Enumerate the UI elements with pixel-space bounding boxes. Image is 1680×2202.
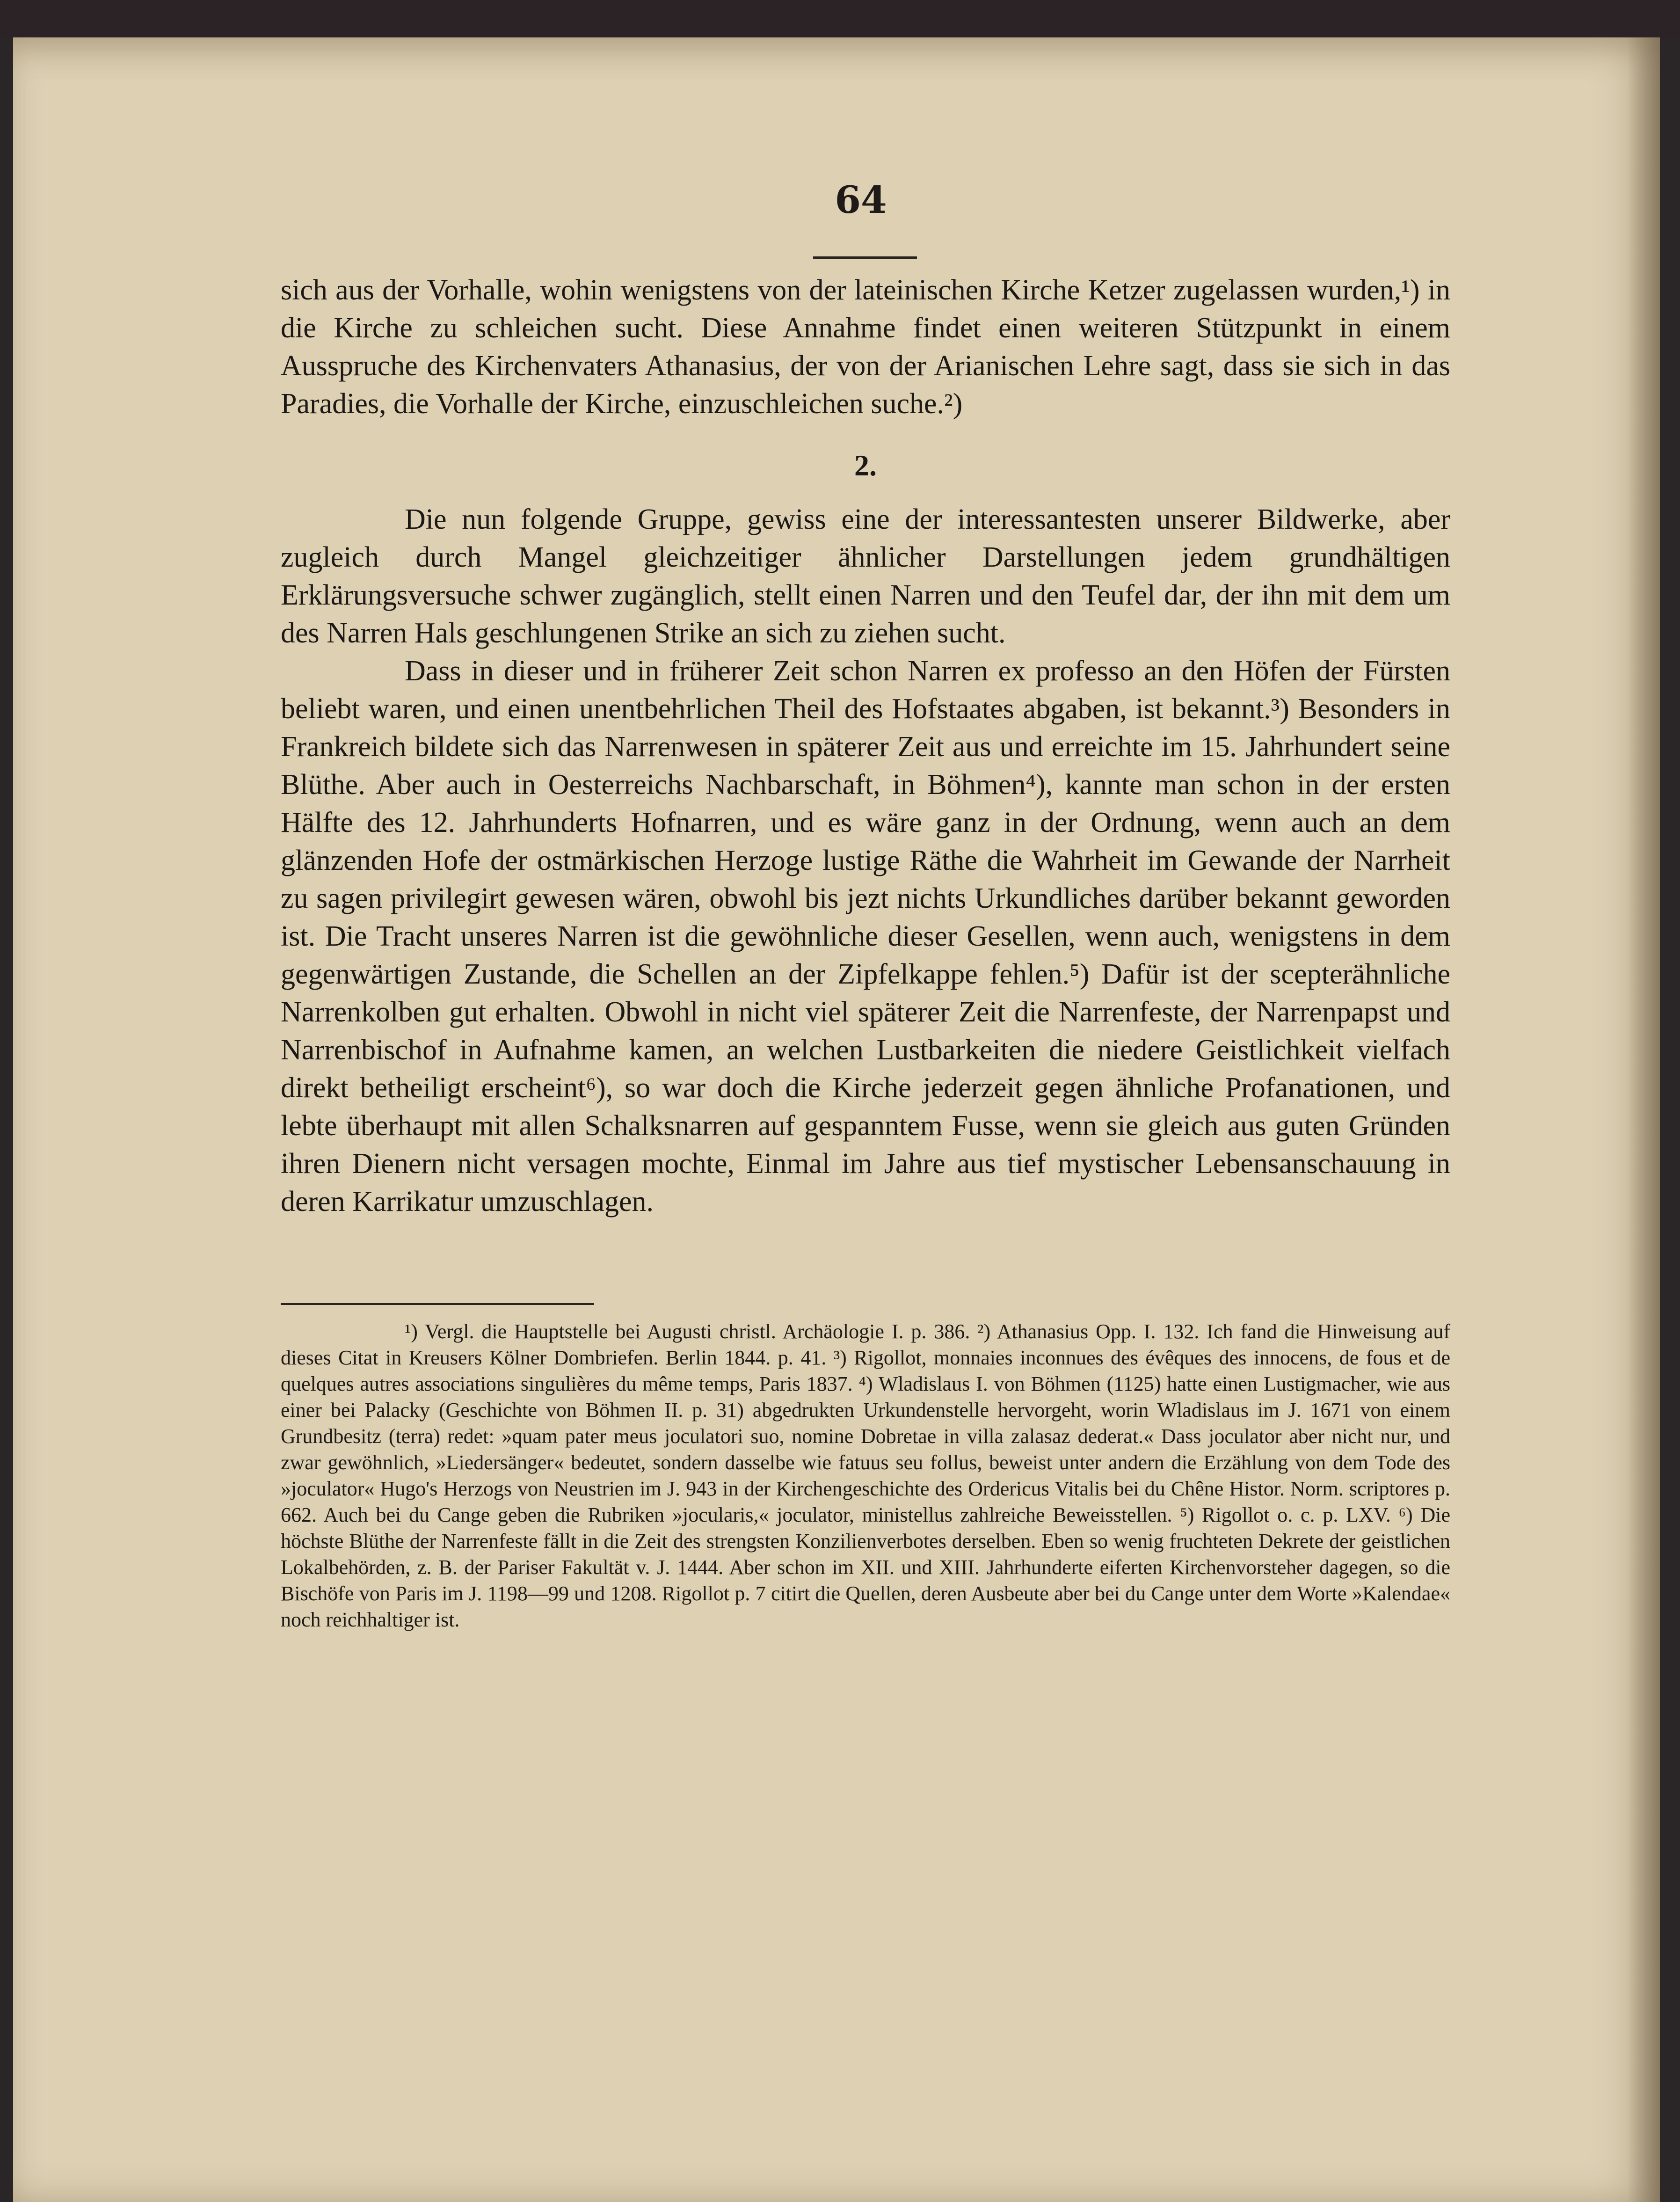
footnote-rule (281, 1303, 594, 1305)
section-heading: 2. (854, 449, 877, 482)
paragraph: Die nun folgende Gruppe, gewiss eine der interessantesten unserer Bildwerke, aber zugleich durch Mangel gleichzeitiger ähnlicher Darstellungen jedem grundhältigen Erklärungsversuche schwer zugänglich, stellt einen Narren und den Teufel dar, der ihn mit dem um des Narren Hals geschlungenen Strike an sich zu ziehen sucht. (281, 503, 1450, 649)
page-number: 64 (835, 178, 887, 222)
page-number-rule (813, 256, 917, 259)
paragraph: Dass in dieser und in früherer Zeit schon Narren ex professo an den Höfen der Fürsten beliebt waren, und einen unentbehrlichen Theil des Hofstaates abgaben, ist bekannt.³) Besonders in Frankreich bildete sich das Narrenwesen in späterer Zeit aus und erreichte im 15. Jahrhundert seine Blüthe. Aber auch in Oesterreichs Nachbarschaft, in Böhmen⁴), kannte man schon in der ersten Hälfte des 12. Jahrhunderts Hofnarren, und es wäre ganz in der Ordnung, wenn auch an dem glänzenden Hofe der ostmärkischen Herzoge lustige Räthe die Wahrheit im Gewande der Narrheit zu sagen privilegirt gewesen wären, obwohl bis jezt nichts Urkundliches darüber bekannt geworden ist. Die Tracht unseres Narren ist die gewöhnliche dieser Gesellen, wenn auch, wenigstens in dem gegenwärtigen Zustande, die Schellen an der Zipfelkappe fehlen.⁵) Dafür ist der scepterähnliche Narrenkolben gut erhalten. Obwohl in nicht viel späterer Zeit die Narrenfeste, der Narrenpapst und Narrenbischof in Aufnahme kamen, an welchen Lustbarkeiten die niedere Geistlichkeit vielfach direkt betheiligt erscheint⁶), so war doch die Kirche jederzeit gegen ähnliche Profanationen, und lebte überhaupt mit allen Schalksnarren auf gespanntem Fusse, wenn sie gleich aus guten Gründen ihren Dienern nicht versagen mochte, Einmal im Jahre aus tief mystischer Lebensanschauung in deren Karrikatur umzuschlagen. (281, 655, 1450, 1218)
scan-background (0, 0, 1680, 37)
footnotes: ¹) Vergl. die Hauptstelle bei Augusti christl. Archäologie I. p. 386. ²) Athanasius Opp. I. 132. Ich fand die Hinweisung auf dieses Citat in Kreusers Kölner Dombriefen. Berlin 1844. p. 41. ³) Rigollot, monnaies inconnues des évêques des innocens, de fous et de quelques autres associations singulières du même temps, Paris 1837. ⁴) Wladislaus I. von Böhmen (1125) hatte einen Lustigmacher, wie aus einer bei Palacky (Geschichte von Böhmen II. p. 31) abgedrukten Urkundenstelle hervorgeht, worin Wladislaus im J. 1671 von einem Grundbesitz (terra) redet: »quam pater meus joculatori suo, nomine Dobretae in villa zalasaz dederat.« Dass joculator aber nicht nur, und zwar gewöhnlich, »Liedersänger« bedeutet, sondern dasselbe wie fatuus seu follus, beweist unter andern die Erzählung von dem Tode des »joculator« Hugo's Herzogs von Neustrien im J. 943 in der Kirchengeschichte des Ordericus Vitalis bei du Chêne Histor. Norm. scriptores p. 662. Auch bei du Cange geben die Rubriken »jocularis,« joculator, ministellus zahlreiche Beweisstellen. ⁵) Rigollot o. c. p. LXV. ⁶) Die höchste Blüthe der Narrenfeste fällt in die Zeit des strengsten Konzilienverbotes derselben. Eben so wenig fruchteten Dekrete der geistlichen Lokalbehörden, z. B. der Pariser Fakultät v. J. 1444. Aber schon im XII. und XIII. Jahrhunderte eiferten Kirchenvorsteher dagegen, so die Bischöfe von Paris im J. 1198—99 und 1208. Rigollot p. 7 citirt die Quellen, deren Ausbeute aber bei du Cange unter dem Worte »Kalendae« noch reichhaltiger ist. (281, 1320, 1450, 1631)
main-text (281, 271, 1450, 1221)
page-gutter-shadow (1627, 37, 1660, 2202)
paragraph: sich aus der Vorhalle, wohin wenigstens von der lateinischen Kirche Ketzer zugelassen wurden,¹) in die Kirche zu schleichen sucht. Diese Annahme findet einen weiteren Stützpunkt in einem Ausspruche des Kirchenvaters Athanasius, der von der Arianischen Lehre sagt, dass sie sich in das Paradies, die Vorhalle der Kirche, einzuschleichen suche.²) (281, 274, 1450, 420)
